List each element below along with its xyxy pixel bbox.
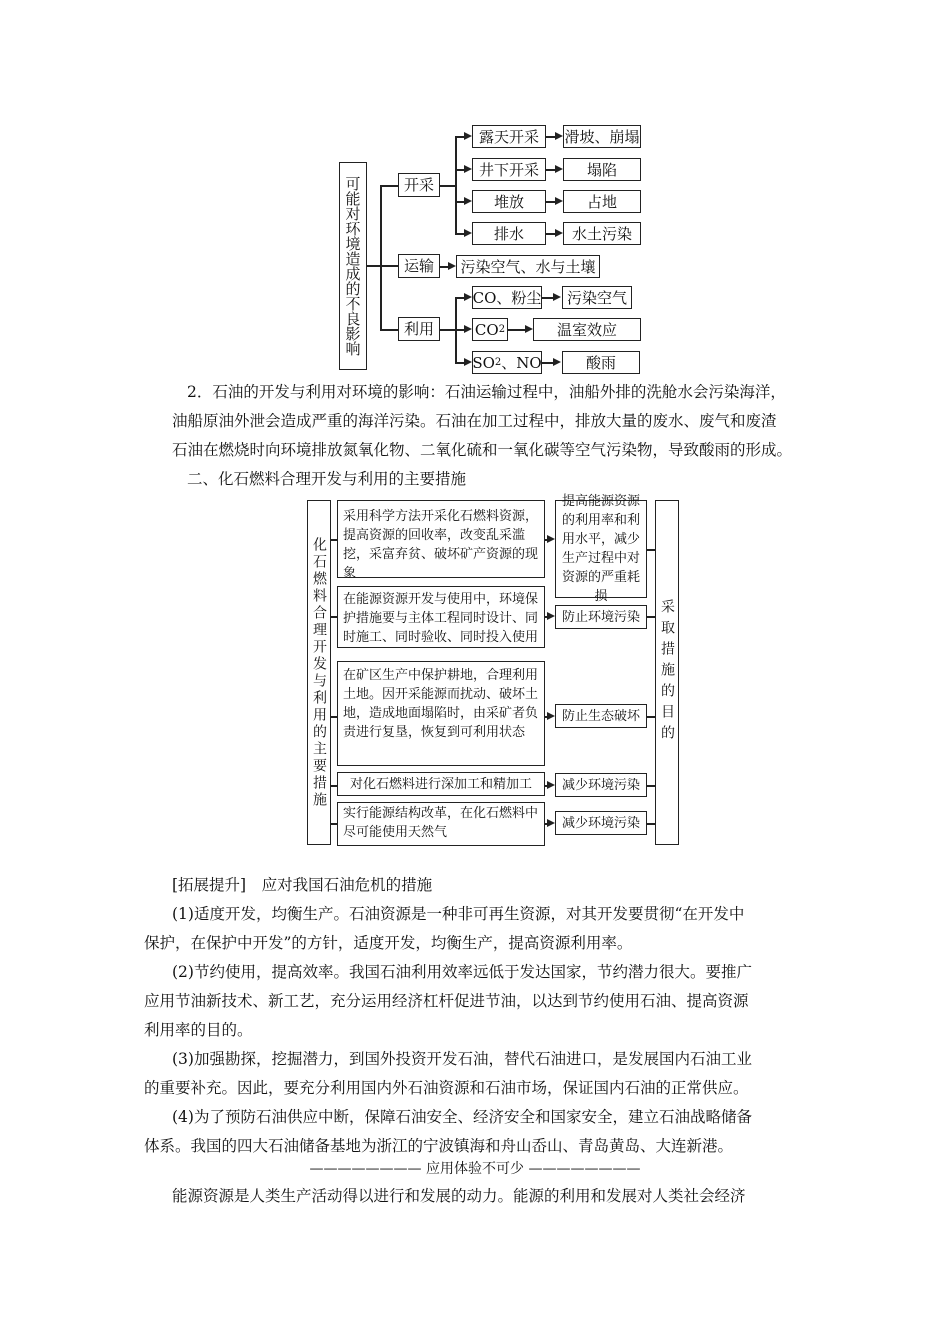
transport-box: 运输 <box>398 254 440 278</box>
tuozhan-p4-line2: 体系。我国的四大石油储备基地为浙江的宁波镇海和舟山岙山、青岛黄岛、大连新港。 <box>144 1137 734 1155</box>
tuozhan-p3-line1: (3)加强勘探，挖掘潜力，到国外投资开发石油，替代石油进口，是发展国内石油工业 <box>172 1050 752 1068</box>
use-effect-greenhouse: 温室效应 <box>533 318 641 341</box>
measure-2-box: 在能源资源开发与使用中，环境保护措施要与主体工程同时设计、同时施工、同时验收、同时投入使用 <box>337 586 545 648</box>
use-effect-air: 污染空气 <box>562 286 632 309</box>
use-source-co-dust: CO、粉尘 <box>472 286 542 309</box>
measure-1-box: 采用科学方法开采化石燃料资源，提高资源的回收率，改变乱采滥挖，采富弃贫、破坏矿产资源的现象 <box>337 500 545 578</box>
mining-source-underground: 井下开采 <box>472 158 546 181</box>
measure-3-box: 在矿区生产中保护耕地，合理利用土地。因开采能源而扰动、破坏土地，造成地面塌陷时，由采矿者负责进行复垦，恢复到可利用状态 <box>337 661 545 766</box>
use-source-so2-no: SO 2 、NO <box>472 351 542 374</box>
impact-root-label: 可能对环境造成的不良影响 <box>343 176 362 356</box>
tuozhan-p2-line2: 应用节油新技术、新工艺，充分运用经济杠杆促进节油，以达到节约使用石油、提高资源 <box>144 992 749 1010</box>
purpose-2-box: 防止环境污染 <box>555 605 647 629</box>
mining-effect-water-soil: 水土污染 <box>563 222 641 245</box>
mining-effect-subsidence: 塌陷 <box>563 158 641 181</box>
section2-heading: 二、化石燃料合理开发与利用的主要措施 <box>187 470 467 488</box>
mining-source-stack: 堆放 <box>472 190 546 213</box>
measure-5-box: 实行能源结构改革，在化石燃料中尽可能使用天然气 <box>337 802 545 846</box>
para2-line2: 油船原油外泄会造成严重的海洋污染。石油在加工过程中，排放大量的废水、废气和废渣 <box>172 412 777 430</box>
tuozhan-p3-line2: 的重要补充。因此，要充分利用国内外石油资源和石油市场，保证国内石油的正常供应。 <box>144 1079 749 1097</box>
purpose-5-box: 减少环境污染 <box>555 811 647 835</box>
mining-effect-land-use: 占地 <box>563 190 641 213</box>
use-box: 利用 <box>398 317 440 341</box>
tuozhan-title: [拓展提升] 应对我国石油危机的措施 <box>172 876 433 894</box>
para2-line1: 2．石油的开发与利用对环境的影响：石油运输过程中，油船外排的洗舱水会污染海洋， <box>187 383 786 401</box>
purpose-right-box: 采取措施的目的 <box>655 500 679 845</box>
mining-source-drain: 排水 <box>472 222 546 245</box>
mining-effect-landslide: 滑坡、崩塌 <box>563 125 641 148</box>
purpose-4-box: 减少环境污染 <box>555 773 647 797</box>
mining-box: 开采 <box>398 173 440 197</box>
tuozhan-p4-line1: (4)为了预防石油供应中断，保障石油安全、经济安全和国家安全，建立石油战略储备 <box>172 1108 752 1126</box>
para2-line3: 石油在燃烧时向环境排放氮氧化物、二氧化硫和一氧化碳等空气污染物，导致酸雨的形成。 <box>172 441 793 459</box>
tuozhan-p2-line1: (2)节约使用，提高效率。我国石油利用效率远低于发达国家，节约潜力很大。要推广 <box>172 963 752 981</box>
transport-effect: 污染空气、水与土壤 <box>456 255 600 278</box>
use-effect-acid-rain: 酸雨 <box>562 351 640 374</box>
tuozhan-p1-line2: 保护，在保护中开发”的方针，适度开发，均衡生产，提高资源利用率。 <box>144 934 633 952</box>
mining-source-open-pit: 露天开采 <box>472 125 546 148</box>
tuozhan-p2-line3: 利用率的目的。 <box>144 1021 253 1039</box>
purpose-1-box: 提高能源资源的利用率和利用水平，减少生产过程中对资源的严重耗损 <box>555 500 647 598</box>
measure-4-box: 对化石燃料进行深加工和精加工 <box>337 772 545 796</box>
section-divider: ———————— 应用体验不可少 ———————— <box>309 1161 641 1177</box>
use-source-co2: CO 2 <box>472 318 508 341</box>
measures-left-box: 化石燃料合理开发与利用的主要措施 <box>307 500 331 845</box>
impact-root-box <box>339 162 367 370</box>
last-line: 能源资源是人类生产活动得以进行和发展的动力。能源的利用和发展对人类社会经济 <box>172 1187 746 1205</box>
tuozhan-p1-line1: (1)适度开发，均衡生产。石油资源是一种非可再生资源，对其开发要贯彻“在开发中 <box>172 905 745 923</box>
purpose-3-box: 防止生态破坏 <box>555 704 647 728</box>
